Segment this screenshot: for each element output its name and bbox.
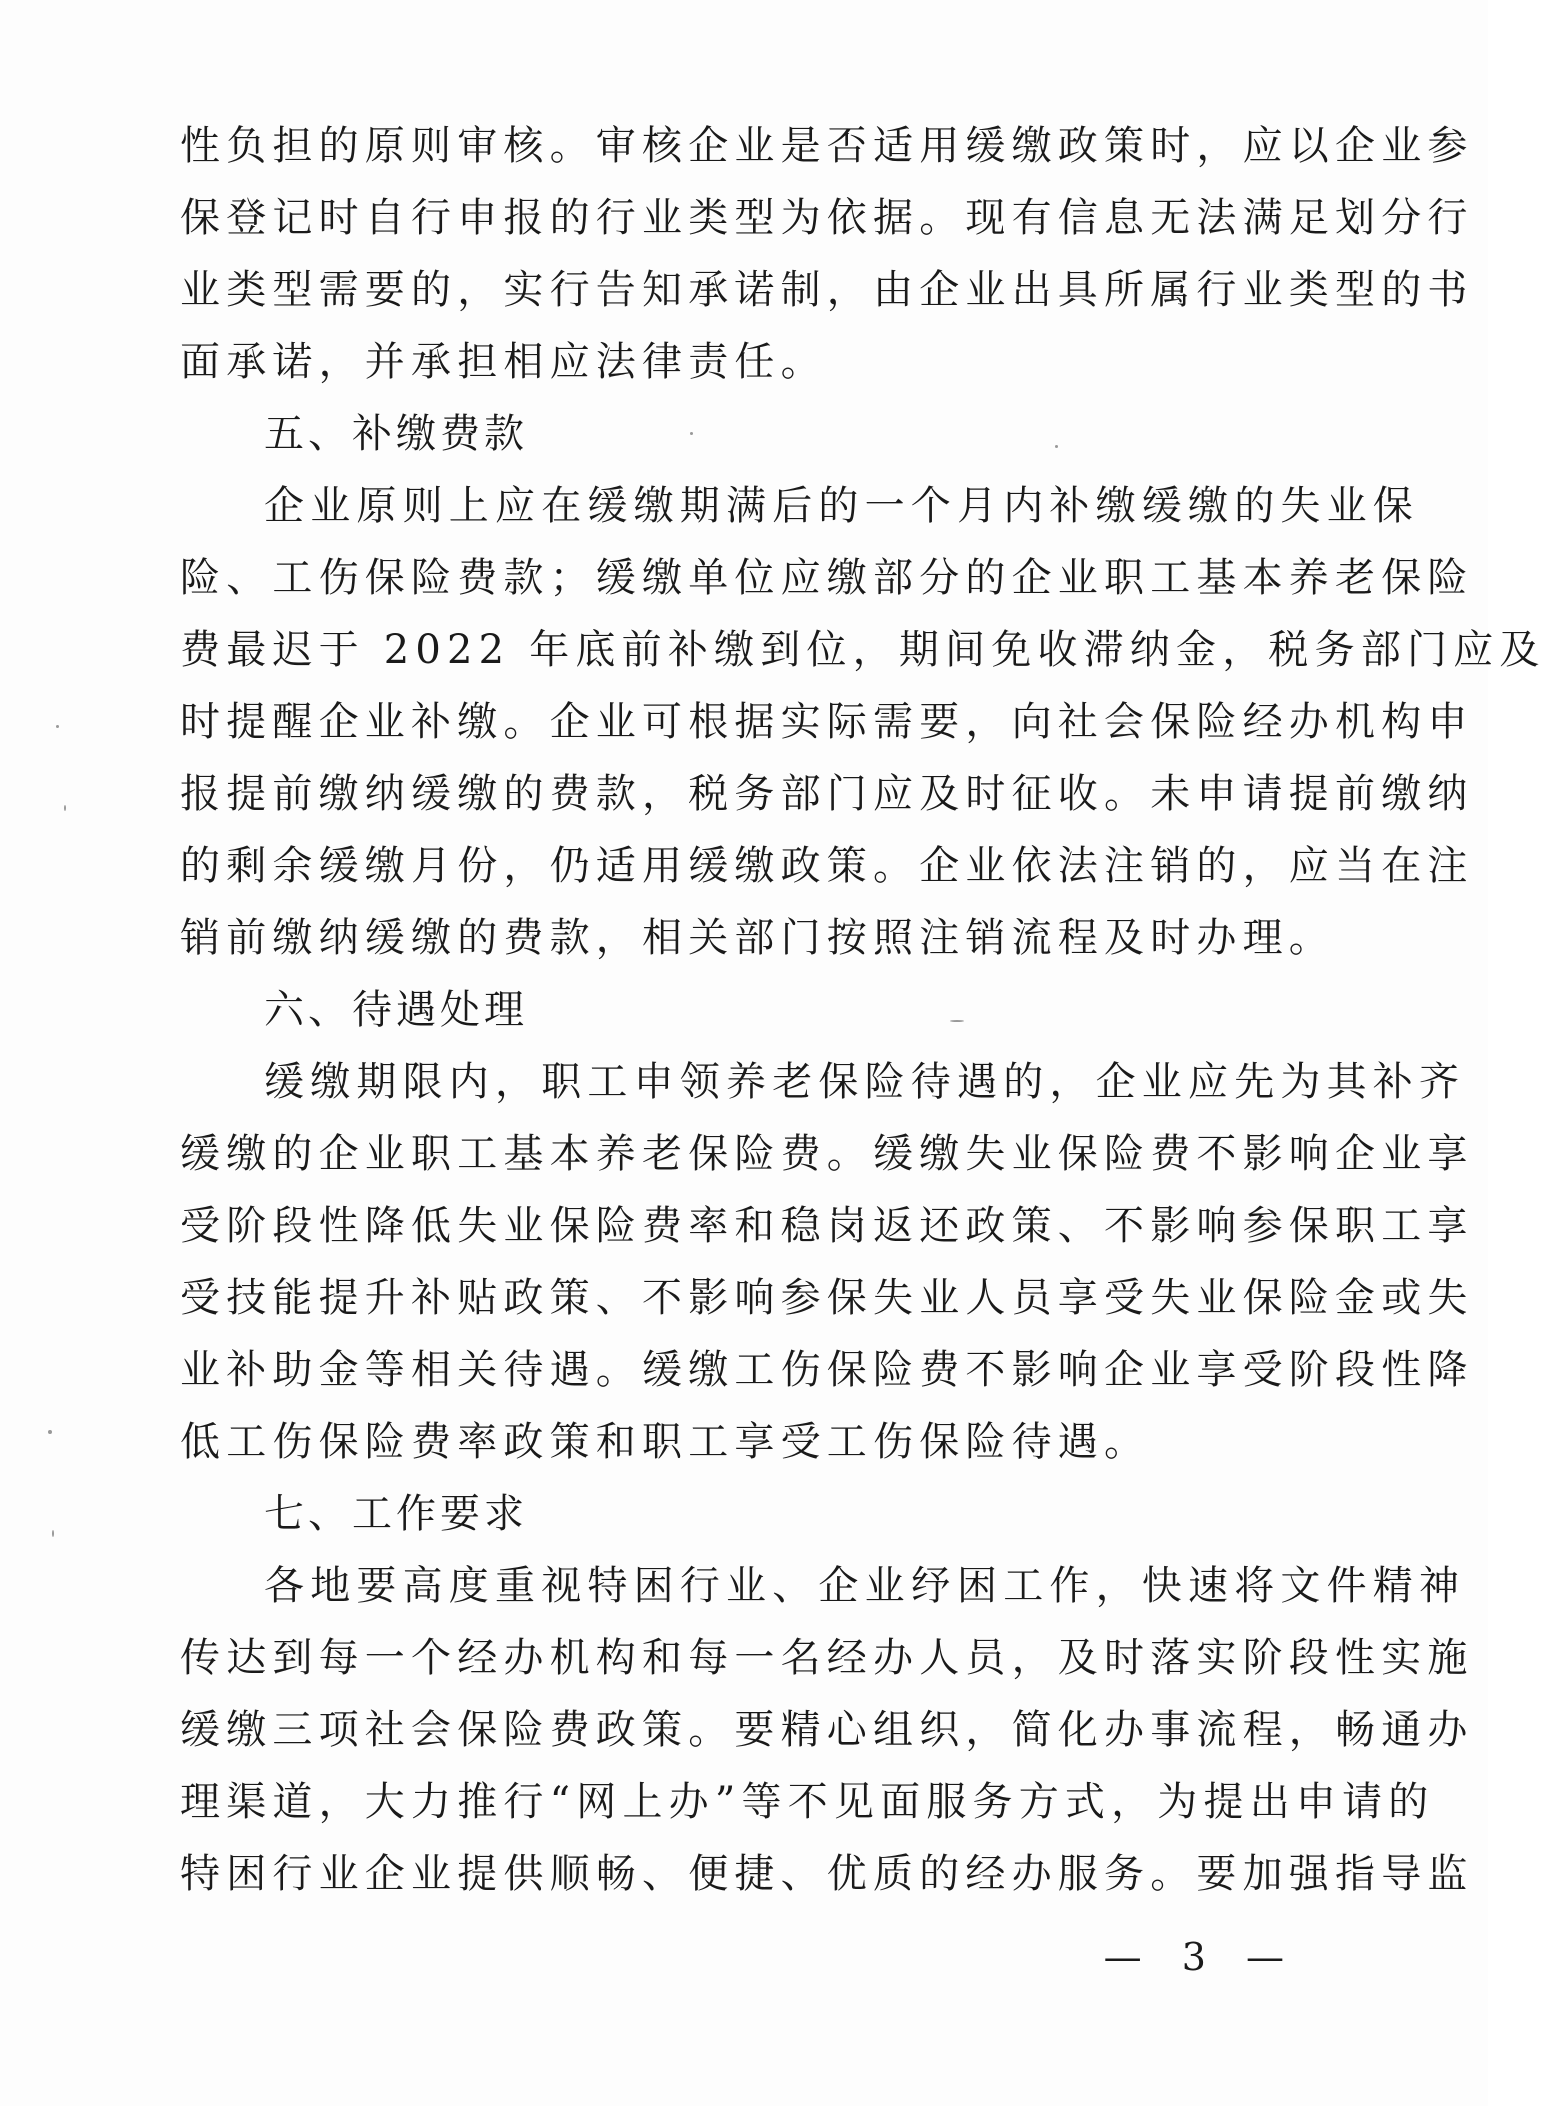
paragraph-line: 业类型需要的，实行告知承诺制，由企业出具所属行业类型的书 [180,267,1474,313]
paragraph-line: 传达到每一个经办机构和每一名经办人员，及时落实阶段性实施 [180,1635,1474,1681]
document-body [180,110,1546,1910]
paragraph-line: 特困行业企业提供顺畅、便捷、优质的经办服务。要加强指导监 [180,1851,1474,1897]
scan-speck [56,725,59,728]
paragraph-line: 企业原则上应在缓缴期满后的一个月内补缴缓缴的失业保 [264,483,1419,529]
paragraph-line: 业补助金等相关待遇。缓缴工伤保险费不影响企业享受阶段性降 [180,1347,1474,1393]
paragraph-line: 缓缴的企业职工基本养老保险费。缓缴失业保险费不影响企业享 [180,1131,1474,1177]
paragraph-line: 销前缴纳缓缴的费款，相关部门按照注销流程及时办理。 [180,915,1335,961]
scan-speck [950,1020,964,1022]
scan-speck [690,432,693,435]
paragraph-line: 性负担的原则审核。审核企业是否适用缓缴政策时，应以企业参 [180,123,1474,169]
paragraph-line: 低工伤保险费率政策和职工享受工伤保险待遇。 [180,1419,1151,1465]
section-heading-benefits: 六、待遇处理 [264,987,528,1033]
paragraph-line: 理渠道，大力推行“网上办”等不见面服务方式，为提出申请的 [180,1779,1435,1825]
paragraph-line: 缓缴期限内，职工申领养老保险待遇的，企业应先为其补齐 [264,1059,1466,1105]
section-heading-work-requirements: 七、工作要求 [264,1491,528,1537]
scan-speck [64,805,66,811]
paragraph-line: 缓缴三项社会保险费政策。要精心组织，简化办事流程，畅通办 [180,1707,1474,1753]
paragraph-line: 时提醒企业补缴。企业可根据实际需要，向社会保险经办机构申 [180,699,1474,745]
paragraph-line: 的剩余缓缴月份，仍适用缓缴政策。企业依法注销的，应当在注 [180,843,1474,889]
scan-speck [48,1430,52,1434]
paragraph-line: 各地要高度重视特困行业、企业纾困工作，快速将文件精神 [264,1563,1466,1609]
paragraph-line: 受阶段性降低失业保险费率和稳岗返还政策、不影响参保职工享 [180,1203,1474,1249]
paragraph-line: 受技能提升补贴政策、不影响参保失业人员享受失业保险金或失 [180,1275,1474,1321]
paragraph-line: 险、工伤保险费款；缓缴单位应缴部分的企业职工基本养老保险 [180,555,1474,601]
scan-speck [52,1530,54,1537]
section-heading-supplementary-payment: 五、补缴费款 [264,411,528,457]
paragraph-line: 保登记时自行申报的行业类型为依据。现有信息无法满足划分行 [180,195,1474,241]
page-number: — 3 — [1103,1935,1298,1979]
paragraph-line: 报提前缴纳缓缴的费款，税务部门应及时征收。未申请提前缴纳 [180,771,1474,817]
scan-speck [1055,445,1058,448]
paragraph-line: 面承诺，并承担相应法律责任。 [180,339,827,385]
paragraph-line: 费最迟于 2022 年底前补缴到位，期间免收滞纳金，税务部门应及 [180,627,1546,673]
